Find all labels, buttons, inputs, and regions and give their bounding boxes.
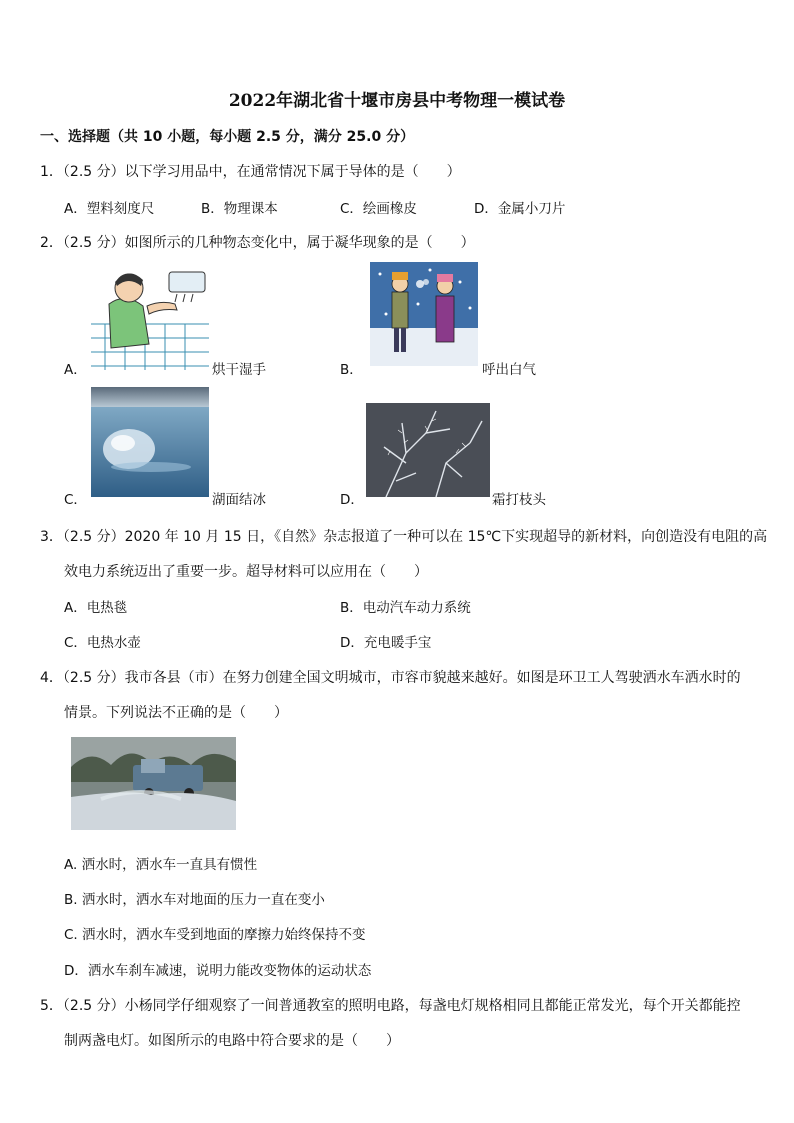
section-heading: 一、选择题（共 10 小题，每小题 2.5 分，满分 25.0 分） bbox=[40, 129, 415, 145]
question-5-line-1: 5．（2.5 分）小杨同学仔细观察了一间普通教室的照明电路，每盏电灯规格相同且都能正常发光，每个开关都能控 bbox=[40, 998, 741, 1014]
q2-option-c-letter: C． bbox=[64, 492, 87, 508]
q2-caption-d: 霜打枝头 bbox=[492, 492, 546, 508]
q1-option-d: D．金属小刀片 bbox=[474, 201, 566, 217]
q2-option-d-letter: D． bbox=[340, 492, 364, 508]
question-3-line-1: 3．（2.5 分）2020 年 10 月 15 日，《自然》杂志报道了一种可以在 15℃下实现超导的新材料，向创造没有电阻的高 bbox=[40, 529, 768, 545]
q4-option-a: A. 洒水时，洒水车一直具有惯性 bbox=[64, 857, 258, 873]
breath-winter-image bbox=[370, 262, 478, 366]
q2-option-b-letter: B． bbox=[340, 362, 363, 378]
question-3-line-2: 效电力系统迈出了重要一步。超导材料可以应用在（ ） bbox=[64, 564, 428, 580]
frost-branches-image bbox=[366, 403, 490, 497]
q2-caption-b: 呼出白气 bbox=[482, 362, 536, 378]
question-2-stem: 2．（2.5 分）如图所示的几种物态变化中，属于凝华现象的是（ ） bbox=[40, 235, 475, 251]
question-4-line-2: 情景。下列说法不正确的是（ ） bbox=[64, 705, 288, 721]
q1-option-c: C．绘画橡皮 bbox=[340, 201, 417, 217]
q2-caption-c: 湖面结冰 bbox=[212, 492, 266, 508]
frozen-lake-image bbox=[91, 387, 209, 497]
question-4-line-1: 4．（2.5 分）我市各县（市）在努力创建全国文明城市，市容市貌越来越好。如图是环卫工人驾驶洒水车洒水时的 bbox=[40, 670, 741, 686]
q1-option-a: A．塑料刻度尺 bbox=[64, 201, 155, 217]
hand-dryer-image bbox=[91, 264, 209, 370]
sprinkler-truck-image bbox=[71, 737, 236, 830]
q4-option-d: D．洒水车刹车减速，说明力能改变物体的运动状态 bbox=[64, 963, 372, 979]
q3-option-b: B．电动汽车动力系统 bbox=[340, 600, 471, 616]
q2-option-a-letter: A． bbox=[64, 362, 87, 378]
q3-option-a: A．电热毯 bbox=[64, 600, 128, 616]
question-5-line-2: 制两盏电灯。如图所示的电路中符合要求的是（ ） bbox=[64, 1033, 400, 1049]
q3-option-d: D．充电暖手宝 bbox=[340, 635, 432, 651]
q2-caption-a: 烘干湿手 bbox=[212, 362, 266, 378]
q4-option-c: C. 洒水时，洒水车受到地面的摩擦力始终保持不变 bbox=[64, 927, 366, 943]
q4-option-b: B. 洒水时，洒水车对地面的压力一直在变小 bbox=[64, 892, 325, 908]
page-title: 2022年湖北省十堰市房县中考物理一模试卷 bbox=[228, 91, 566, 111]
q1-option-b: B．物理课本 bbox=[201, 201, 278, 217]
q3-option-c: C．电热水壶 bbox=[64, 635, 141, 651]
question-1-stem: 1．（2.5 分）以下学习用品中，在通常情况下属于导体的是（ ） bbox=[40, 164, 461, 180]
